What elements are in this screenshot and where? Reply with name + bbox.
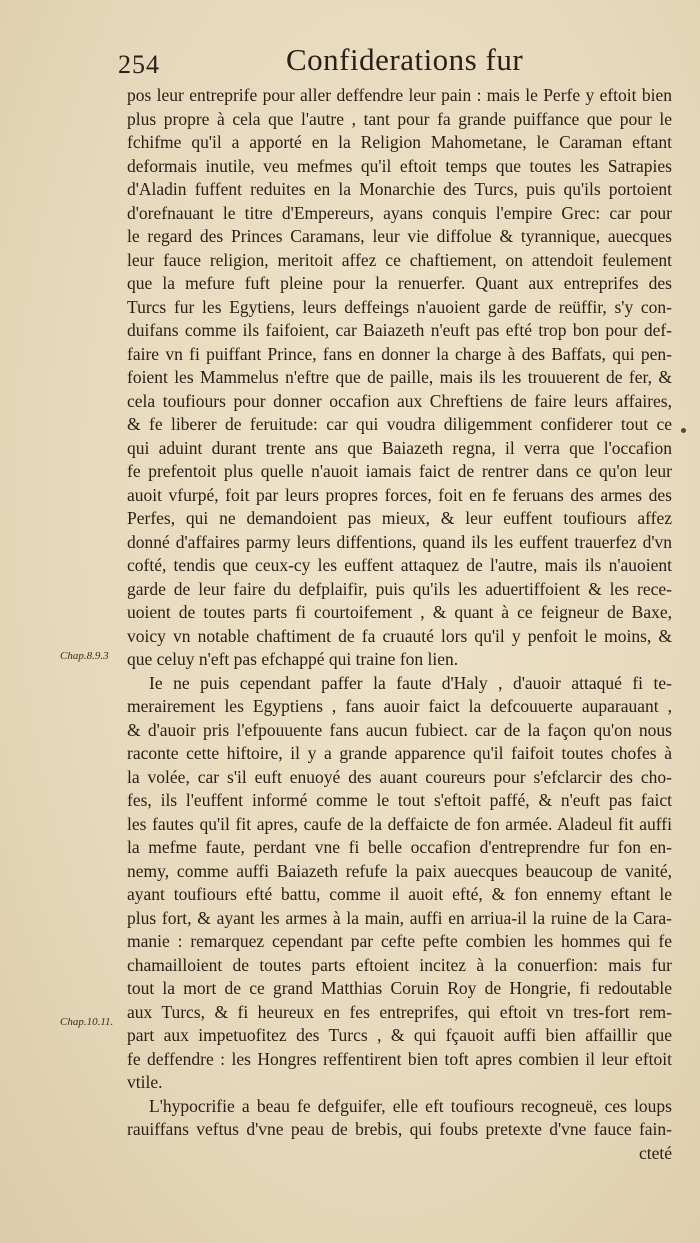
- text-line: nemy, comme auffi Baiazeth refufe la paix auecques beaucoup de vanité,: [127, 860, 672, 881]
- text-line: fe prefentoit plus quelle n'auoit iamais faict de rentrer dans ce qu'on leur: [127, 461, 672, 481]
- text-line: la mefme faute, perdant vne fi belle occafion d'entreprendre fur fon en-: [127, 837, 672, 857]
- text-line: plus fort, & ayant les armes à la main, auffi en arriua-il la ruine de la Cara-: [127, 907, 672, 928]
- running-title: Confiderations fur: [286, 42, 524, 77]
- text-line: deformais inutile, veu mefmes qu'il eftoit temps que toutes les Satrapies: [127, 155, 672, 176]
- text-line: fes, ils l'euffent informé comme le tout s'eftoit paffé, & n'euft pas faict: [127, 790, 672, 810]
- text-line: garde de leur faire du defplaifir, puis qu'ils les aduertiffoient & les rece-: [127, 578, 672, 599]
- text-line: faire vn fi puiffant Prince, fans en donner la charge à des Baffats, qui pen-: [127, 343, 672, 364]
- text-line: leur fauce religion, meritoit affez ce chaftiement, on attendoit feulement: [127, 249, 672, 270]
- text-line: raconte cette hiftoire, il y a grande apparence qu'il faifoit toutes chofes à: [127, 743, 672, 763]
- catchword: cteté: [638, 1142, 672, 1163]
- text-line: chamailloient de toutes parts eftoient incitez à la conuerfion: mais fur: [127, 954, 672, 975]
- text-line: aux Turcs, & fi heureux en fes entreprifes, qui eftoit vn tres-fort rem-: [127, 1001, 672, 1022]
- text-line: foient les Mammelus n'eftre que de paille, mais ils les trouuerent de fer, &: [127, 367, 672, 387]
- text-line: Turcs fur les Egytiens, leurs deffeings n'auoient garde de reüffir, s'y con-: [127, 296, 672, 317]
- text-line: part aux impetuofitez des Turcs , & qui fçauoit auffi bien affaillir que: [127, 1025, 672, 1045]
- text-line: L'hypocrifie a beau fe defguifer, elle eft toufiours recogneuë, ces loups: [149, 1095, 672, 1116]
- text-line: uoient de toutes parts fi courtoifement , & quant à ce feigneur de Baxe,: [127, 602, 672, 622]
- text-line: cela toufiours pour donner occafion aux Chreftiens de faire leurs affaires,: [127, 390, 672, 411]
- text-line: vtile.: [127, 1072, 163, 1092]
- ink-spot: [681, 428, 686, 433]
- page-header: [118, 42, 678, 82]
- margin-note: Chap.8.9.3: [60, 650, 109, 662]
- text-line: auoit vfurpé, foit par leurs propres forces, foit en fe feruans des armes des: [127, 484, 672, 505]
- text-line: fe deffendre : les Hongres reffentirent bien toft apres combien il leur eftoit: [127, 1048, 672, 1069]
- page-number: 254: [118, 50, 160, 79]
- text-line: manie : remarquez cependant par cefte pefte combien les hommes qui fe: [127, 931, 672, 951]
- text-line: plus propre à cela que l'autre , tant pour fa grande puiffance que pour le: [127, 108, 672, 129]
- text-line: qui aduint durant trente ans que Baiazeth regna, il verra que l'occafion: [127, 437, 672, 458]
- margin-note: Chap.10.11.: [60, 1016, 114, 1028]
- text-line: les fautes qu'il fit apres, caufe de la deffaicte de fon armée. Aladeul fit auffi: [127, 813, 672, 834]
- text-line: pos leur entreprife pour aller deffendre leur pain : mais le Perfe y eftoit bien: [127, 85, 672, 105]
- text-line: Ie ne puis cependant paffer la faute d'Haly , d'auoir attaqué fi te-: [149, 672, 672, 693]
- text-line: donné d'affaires parmy leurs diffentions, quand ils les euffent trauerfez d'vn: [127, 531, 672, 552]
- text-line: d'Aladin fuffent reduites en la Monarchie des Turcs, puis qu'ils portoient: [127, 179, 672, 199]
- text-line: cofté, tendis que ceux-cy les euffent attaquez de l'autre, mais ils n'auoient: [127, 555, 672, 575]
- text-line: d'orefnauant le titre d'Empereurs, ayans conquis l'empire Grec: car pour: [127, 202, 672, 223]
- text-line: ayant toufiours efté battu, comme il auoit efté, & fon ennemy eftant le: [127, 884, 672, 904]
- text-line: que celuy n'eft pas efchappé qui traine fon lien.: [127, 649, 459, 669]
- text-line: tout la mort de ce grand Matthias Coruin Roy de Hongrie, fi redoutable: [127, 978, 672, 998]
- body-text: [127, 84, 672, 1165]
- text-line: que la mefure fuft pleine pour la renuerfer. Quant aux entreprifes des: [127, 273, 672, 293]
- text-line: rauiffans veftus d'vne peau de brebis, qui foubs pretexte d'vne fauce fain-: [127, 1119, 672, 1139]
- text-line: le regard des Princes Caramans, leur vie diffolue & tyrannique, auecques: [127, 226, 672, 246]
- text-line: Perfes, qui ne demandoient pas mieux, & leur euffent toufiours affez: [127, 508, 672, 528]
- text-line: merairement les Egyptiens , fans auoir faict la defcouuerte auparauant ,: [127, 696, 672, 716]
- text-line: fchifme qu'il a apporté en la Religion Mahometane, le Caraman eftant: [127, 132, 672, 152]
- text-line: la volée, car s'il euft enuoyé des auant coureurs pour s'efclarcir des cho-: [127, 766, 672, 787]
- text-line: & fe liberer de feruitude: car qui voudra diligemment confiderer tout ce: [127, 414, 672, 434]
- text-line: voicy vn notable chaftiment de fa cruauté lors qu'il y penfoit le moins, &: [127, 625, 672, 646]
- text-line: & d'auoir pris l'efpouuente fans aucun fubiect. car de la façon qu'on nous: [127, 719, 672, 740]
- text-line: duifans comme ils faifoient, car Baiazeth n'euft pas efté trop bon pour def-: [127, 320, 672, 340]
